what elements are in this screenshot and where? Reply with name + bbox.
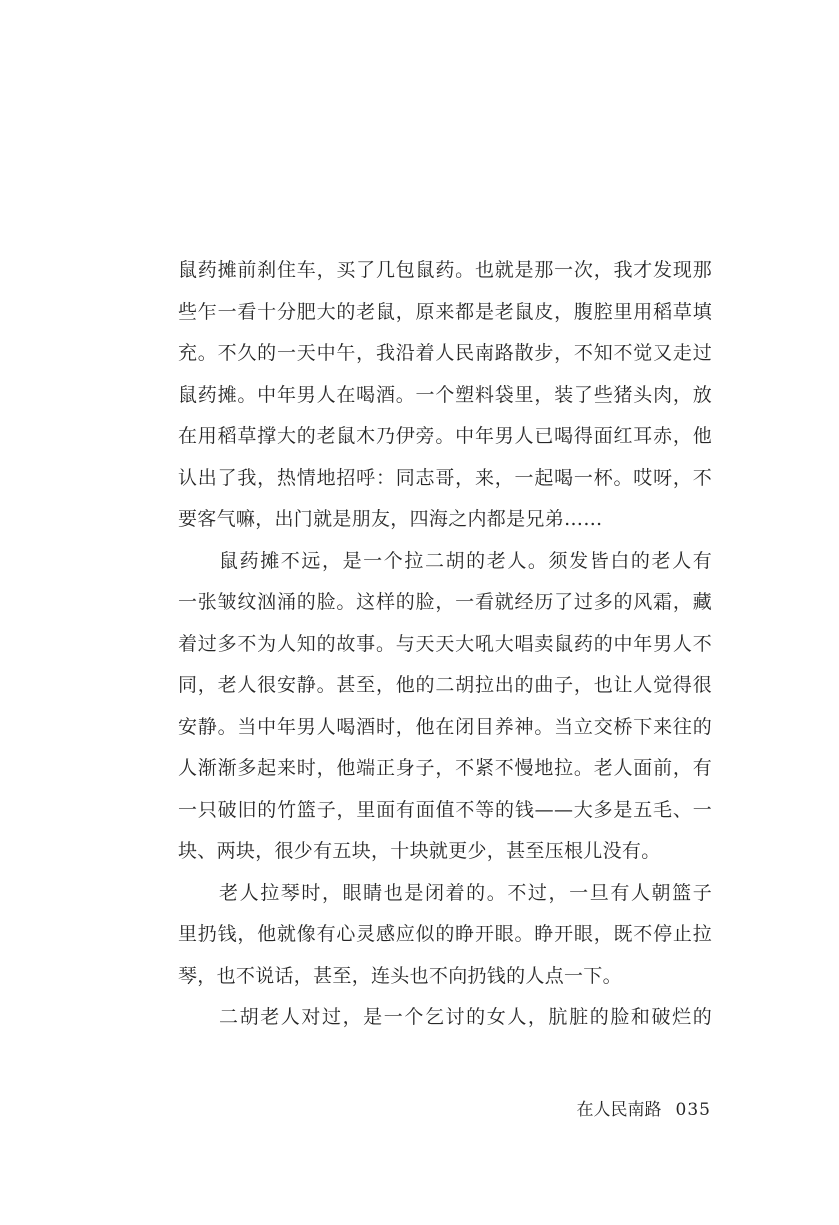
text-line: 同，老人很安静。甚至，他的二胡拉出的曲子，也让人觉得很: [178, 674, 712, 696]
text-line: 安静。当中年男人喝酒时，他在闭目养神。当立交桥下来往的: [178, 715, 712, 738]
text-line: 里扔钱，他就像有心灵感应似的睁开眼。睁开眼，既不停止拉: [178, 923, 712, 945]
paragraph-4: [178, 997, 712, 1039]
page-footer: [577, 1095, 711, 1120]
running-title: 在人民南路: [576, 1100, 662, 1120]
text-line: 在用稻草撑大的老鼠木乃伊旁。中年男人已喝得面红耳赤，他: [178, 425, 712, 447]
text-line: 充。不久的一天中午，我沿着人民南路散步，不知不觉又走过: [178, 342, 712, 364]
text-line: 二胡老人对过，是一个乞讨的女人，肮脏的脸和破烂的: [219, 1006, 712, 1028]
text-line: 人渐渐多起来时，他端正身子，不紧不慢地拉。老人面前，有: [178, 757, 712, 779]
body-text: [178, 250, 712, 1039]
text-line: 些乍一看十分肥大的老鼠，原来都是老鼠皮，腹腔里用稻草填: [178, 300, 712, 323]
page-number: 035: [675, 1100, 711, 1120]
text-line: 一张皱纹汹涌的脸。这样的脸，一看就经历了过多的风霜，藏: [178, 591, 712, 613]
text-line: 鼠药摊。中年男人在喝酒。一个塑料袋里，装了些猪头肉，放: [178, 383, 712, 406]
paragraph-2: [178, 541, 712, 873]
paragraph-3: [178, 873, 712, 998]
text-line: 鼠药摊前刹住车，买了几包鼠药。也就是那一次，我才发现那: [178, 259, 712, 281]
text-line: 老人拉琴时，眼睛也是闭着的。不过，一旦有人朝篮子: [219, 881, 712, 904]
text-line: 鼠药摊不远，是一个拉二胡的老人。须发皆白的老人有: [219, 549, 712, 572]
text-line: 认出了我，热情地招呼：同志哥，来，一起喝一杯。哎呀，不: [178, 466, 712, 489]
text-line: 块、两块，很少有五块，十块就更少，甚至压根儿没有。: [178, 840, 661, 862]
text-line: 琴，也不说话，甚至，连头也不向扔钱的人点一下。: [178, 964, 622, 987]
paragraph-1: [178, 250, 712, 541]
text-line: 一只破旧的竹篮子，里面有面值不等的钱——大多是五毛、一: [178, 798, 712, 821]
text-line: 要客气嘛，出门就是朋友，四海之内都是兄弟……: [178, 508, 603, 530]
text-line: 着过多不为人知的故事。与天天大吼大唱卖鼠药的中年男人不: [178, 632, 712, 655]
